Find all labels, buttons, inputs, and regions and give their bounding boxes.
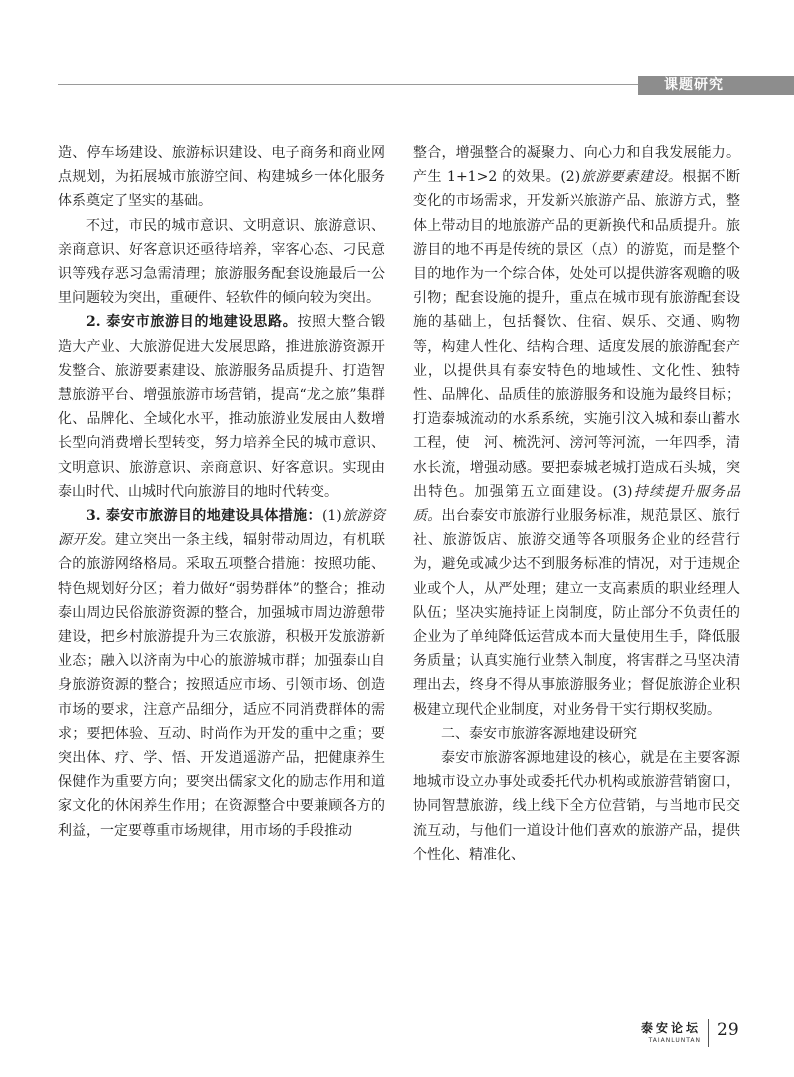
journal-name: 泰安论坛 bbox=[640, 1021, 701, 1035]
item-title: 旅游要素建设。 bbox=[580, 169, 683, 186]
page-footer bbox=[0, 1015, 794, 1055]
paragraph-text: 整合，增强整合的凝聚力、向心力和自我发展能力。产生 1+1>2 的效果。(2) bbox=[413, 145, 740, 186]
section-heading: 二、泰安市旅游客源地建设研究 bbox=[441, 725, 637, 742]
paragraph bbox=[58, 504, 385, 843]
paragraph bbox=[58, 310, 385, 504]
footer-divider bbox=[708, 1019, 709, 1047]
page-number: 29 bbox=[717, 1020, 739, 1040]
subheading: 3. 泰安市旅游目的地建设具体措施： bbox=[86, 508, 322, 525]
journal-name-latin: TAIANLUNTAN bbox=[648, 1037, 701, 1044]
right-column bbox=[413, 141, 740, 867]
paragraph-text: 按照大整合锻造大产业、大旅游促进大发展思路，推进旅游资源开发整合、旅游要素建设、旅游服务品质提升、打造智慧旅游平台、增强旅游市场营销，提高“龙之旅”集群化、品牌化、全域化水平，推动旅游业发展由人数增长型向消费增长型转变，努力培养全民的城市意识、文明意识、旅游意识、亲商意识、好客意识。实现由泰山时代、山城时代向旅游目的地时代转变。 bbox=[58, 314, 385, 500]
left-column bbox=[58, 141, 385, 843]
paragraph-text: 出台泰安市旅游行业服务标准，规范景区、旅行社、旅游饭店、旅游交通等各项服务企业的经营行为，避免或减少达不到服务标准的情况，对于违规企业或个人，从严处理；建立一支高素质的职业经理人队伍；坚决实施持证上岗制度，防止部分不负责任的企业为了单纯降低运营成本而大量使用生手，降低服务质量；认真实施行业禁入制度，将害群之马坚决清理出去，终身不得从事旅游服务业；督促旅游企业积极建立现代企业制度，对业务骨干实行期权奖励。 bbox=[413, 508, 741, 718]
header-rule bbox=[58, 84, 638, 85]
paragraph bbox=[413, 141, 740, 722]
paragraph: 不过，市民的城市意识、文明意识、旅游意识、亲商意识、好客意识还亟待培养，宰客心态、刁民意识等残存恶习急需清理；旅游服务配套设施最后一公里问题较为突出，重硬件、轻软件的倾向较为突出。 bbox=[58, 217, 385, 307]
paragraph-text: 根据不断变化的市场需求，开发新兴旅游产品、旅游方式，整体上带动目的地旅游产品的更新换代和品质提升。旅游目的地不再是传统的景区（点）的游览，而是整个目的地作为一个综合体，处处可以提供游客观瞻的吸引物；配套设施的提升，重点在城市现有旅游配套设施的基础上，包括餐饮、住宿、娱乐、交通、购物等，构建人性化、结构合理、适度发展的旅游配套产业，以提供具有泰安特色的地域性、文化性、独特性、品牌化、品质佳的旅游服务和设施为最终目标；打造泰城流动的水系系统，实施引汶入城和泰山蓄水工程，使 河、梳洗河、滂河等河流，一年四季，清水长流，增强动感。要把泰城老城打造成石头城，突出特色。加强第五立面建设。(3) bbox=[413, 169, 741, 500]
item-number: (1) bbox=[321, 508, 342, 525]
paragraph-text: 建立突出一条主线，辐射带动周边，有机联合的旅游网络格局。采取五项整合措施：按照功能、特色规划好分区；着力做好“弱势群体”的整合；推动泰山周边民俗旅游资源的整合，加强城市周边游憩带建设，把乡村旅游提升为三农旅游，积极开发旅游新业态；融入以济南为中心的旅游城市群；加强泰山自身旅游资源的整合；按照适应市场、引领市场、创造市场的要求，注意产品细分，适应不同消费群体的需求；要把体验、互动、时尚作为开发的重中之重；要突出体、疗、学、悟、开发逍遥游产品，把健康养生保健作为重要方向；要突出儒家文化的励志作用和道家文化的休闲养生作用；在资源整合中要兼顾各方的利益，一定要尊重市场规律，用市场的手段推动 bbox=[58, 532, 386, 839]
item-title: 持续提升服务品质。 bbox=[413, 483, 740, 525]
paragraph: 泰安市旅游客源地建设的核心，就是在主要客源地城市设立办事处或委托代办机构或旅游营销窗口，协同智慧旅游，线上线下全方位营销，与当地市民交流互动，与他们一道设计他们喜欢的旅游产品，提供个性化、精准化、 bbox=[413, 750, 740, 863]
section-tag: 课题研究 bbox=[638, 76, 794, 95]
subheading: 2. 泰安市旅游目的地建设思路。 bbox=[86, 314, 298, 331]
paragraph: 造、停车场建设、旅游标识建设、电子商务和商业网点规划，为拓展城市旅游空间、构建城乡一体化服务体系奠定了坚实的基础。 bbox=[58, 145, 385, 210]
item-title: 旅游资源开发。 bbox=[58, 508, 385, 549]
